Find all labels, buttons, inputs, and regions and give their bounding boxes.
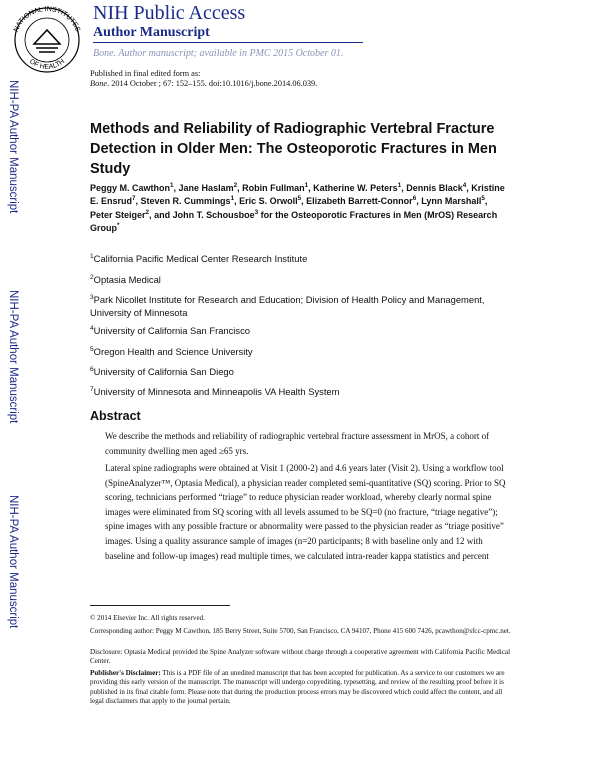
logo-text-top: NATIONAL INSTITUTES bbox=[12, 5, 82, 33]
side-label-1: NIH-PA Author Manuscript bbox=[7, 80, 19, 214]
author: Katherine W. Peters$^1$ bbox=[313, 182, 402, 193]
side-label-3: NIH-PA Author Manuscript bbox=[7, 495, 19, 629]
affiliation: $^6$University of California San Diego bbox=[90, 365, 234, 377]
author: John T. Schousboe$^3$ bbox=[172, 208, 259, 220]
author: Eric S. Orwoll$^5$ bbox=[239, 195, 302, 207]
citation-details: . 2014 October ; 67: 152–155. doi:10.1016/j.bone.2014.06.039. bbox=[107, 79, 318, 88]
author-list: Peggy M. Cawthon$^1$, Jane Haslam$^2$, Robin Fullman$^1$, Katherine W. Peters$^1$, Dennis Black$^4$, Kristine E. Ensrud$^7$, Steven R. Cummings$^1$, Eric S. Orwoll$^5$, Elizabeth Barrett-Connor$^6$, Lynn Marshall$^5$, Peter Steiger$^2$, and John T. Schousboe$^3$ for the Osteoporotic Fractures in Men (MrOS) Research Group* bbox=[90, 182, 505, 233]
published-in-label: Published in final edited form as: bbox=[90, 69, 201, 78]
author: Jane Haslam$^2$ bbox=[178, 182, 238, 193]
copyright-note: © 2014 Elsevier Inc. All rights reserved. bbox=[90, 614, 205, 622]
header-rule bbox=[93, 42, 363, 43]
author-manuscript-label: Author Manuscript bbox=[93, 25, 210, 40]
research-group: for the Osteoporotic Fractures in Men (MrOS) Research Group bbox=[90, 209, 498, 233]
nih-public-access-title: NIH Public Access bbox=[93, 2, 246, 24]
disclosure-note: Disclosure: Optasia Medical provided the Spine Analyzer software without charge through a cooperative agreement with California Pacific Medical Center. bbox=[90, 648, 511, 666]
availability-note: Bone. Author manuscript; available in PMC 2015 October 01. bbox=[93, 48, 344, 59]
affiliation: $^4$University of California San Francisco bbox=[90, 324, 250, 336]
nih-logo bbox=[6, 2, 88, 74]
affiliation: $^1$California Pacific Medical Center Research Institute bbox=[90, 252, 308, 264]
affiliation: $^5$Oregon Health and Science University bbox=[90, 345, 253, 357]
logo-text-bottom: OF HEALTH bbox=[27, 58, 67, 71]
corresponding-author-note: Corresponding author: Peggy M Cawthon, 185 Berry Street, Suite 5700, San Francisco, CA 94107, Phone 415 600 7426, pcawthon@sfcc-cpmc.net. bbox=[90, 627, 511, 635]
affiliation: $^2$Optasia Medical bbox=[90, 273, 161, 285]
abstract-heading: Abstract bbox=[90, 409, 141, 423]
author: Steven R. Cummings$^1$ bbox=[140, 195, 235, 207]
journal-name: Bone bbox=[90, 79, 108, 88]
abstract-paragraph-2: Lateral spine radiographs were obtained at Visit 1 (2000-2) and 4.6 years later (Visit 2). Using a workflow tool (SpineAnalyzer™, Optasia Medical), a physician reader completed semi-quantitative (SQ) scoring. Prior to SQ scoring, technicians performed “triage” to reduce physician reader workload, whereby clearly normal spine images were eliminated from SQ scoring with all levels assumed to be SQ=0 (no fracture, “triage negative”); spine images with any possible fracture or abnormality were passed to the physician reader as “triage positive” images. Using a quality assurance sample of images (n=20 participants; 8 with baseline only and 12 with baseline and follow-up images) read multiple times, we calculated intra-reader kappa statistics and percent bbox=[105, 463, 506, 561]
author: Peter Steiger$^2$ bbox=[90, 208, 150, 220]
footnote-rule bbox=[90, 605, 230, 606]
publisher-disclaimer bbox=[90, 669, 512, 706]
affiliation: $^7$University of Minnesota and Minneapolis VA Health System bbox=[90, 385, 340, 397]
author: Kristine E. Ensrud$^7$ bbox=[90, 183, 505, 207]
affiliation: $^3$Park Nicollet Institute for Research and Education; Division of Health Policy and Management, University of Minnesota bbox=[90, 293, 485, 318]
author: Robin Fullman$^1$ bbox=[242, 182, 309, 193]
citation-line bbox=[90, 79, 317, 88]
author: Elizabeth Barrett-Connor$^6$ bbox=[306, 195, 417, 207]
article-title: Methods and Reliability of Radiographic Vertebral Fracture Detection in Older Men: The Osteoporotic Fractures in Men Study bbox=[90, 121, 497, 177]
author: Peggy M. Cawthon$^1$ bbox=[90, 182, 174, 193]
abstract-paragraph-1: We describe the methods and reliability of radiographic vertebral fracture assessment in MrOS, a cohort of community dwelling men aged ≥65 yrs. bbox=[105, 431, 490, 456]
disclaimer-label: Publisher's Disclaimer: bbox=[90, 669, 161, 677]
side-label-2: NIH-PA Author Manuscript bbox=[7, 290, 19, 424]
author: Dennis Black$^4$ bbox=[406, 182, 467, 193]
author: Lynn Marshall$^5$ bbox=[421, 195, 485, 207]
disclaimer-text: This is a PDF file of an unedited manuscript that has been accepted for publication. As a service to our customers we are providing this early version of the manuscript. The manuscript will undergo copyediting, typesetting, and review of the resulting proof before it is published in its final citable form. Please note that during the production process errors may be discovered which could affect the content, and all legal disclaimers that apply to the journal pertain. bbox=[90, 669, 505, 705]
